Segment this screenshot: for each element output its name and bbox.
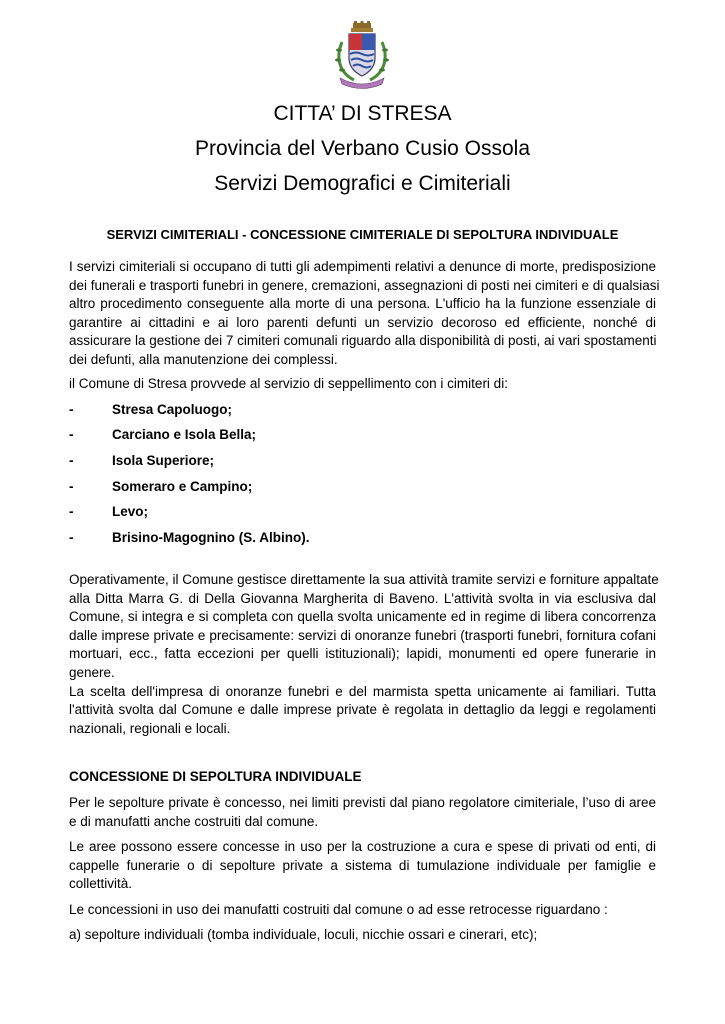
concession-paragraph-4 <box>69 926 656 945</box>
text-line: assicurare la gestione dei 7 cimiteri comunali riguardo alla disponibilità di posti, ai vari spostamenti <box>69 333 657 349</box>
province-title: Provincia del Verbano Cusio Ossola <box>194 137 530 160</box>
concession-paragraph-3 <box>69 901 656 920</box>
list-dash: - <box>69 427 74 442</box>
department-title: Servizi Demografici e Cimiteriali <box>214 172 511 195</box>
text-line: mortuari, ecc., fatta eccezioni per quelli istituzionali); lapidi, monumenti ed opere funerarie in <box>69 646 656 662</box>
cemetery-name: Carciano e Isola Bella; <box>112 427 257 442</box>
list-dash: - <box>69 530 74 545</box>
text-line: Le concessioni in uso dei manufatti costruiti dal comune o ad esse retrocesse riguardano : <box>69 902 608 917</box>
section-title: SERVIZI CIMITERIALI - CONCESSIONE CIMITERIALE DI SEPOLTURA INDIVIDUALE <box>106 227 619 242</box>
list-dash: - <box>69 479 74 494</box>
text-line: dei defunti, alla manutenzione dei complessi. <box>69 351 338 367</box>
cemetery-name: Levo; <box>112 504 149 519</box>
text-line: e di manufatti anche costruiti dal comune. <box>69 813 319 829</box>
text-line: dei funerali e trasporti funebri in genere, cremazioni, assegnazioni di posti nei cimiteri e di qualsiasi <box>69 277 660 293</box>
text-line: genere. <box>69 664 115 680</box>
city-title: CITTA’ DI STRESA <box>273 102 452 125</box>
list-dash: - <box>69 504 74 519</box>
text-line: I servizi cimiteriali si occupano di tutti gli adempimenti relativi a denunce di morte, predisposizione <box>69 259 656 274</box>
concession-paragraph-1 <box>69 794 656 831</box>
text-line: nazionali, regionali e locali. <box>69 720 231 736</box>
list-dash: - <box>69 402 74 417</box>
text-line: il Comune di Stresa provvede al servizio di seppellimento con i cimiteri di: <box>69 376 508 391</box>
cemetery-name: Brisino-Magognino (S. Albino). <box>112 530 310 545</box>
text-line: Le aree possono essere concesse in uso per la costruzione a cura e spese di privati od enti, di <box>69 839 656 854</box>
cemetery-name: Stresa Capoluogo; <box>112 402 233 417</box>
text-line: collettività. <box>69 876 133 892</box>
text-line: alla Ditta Marra G. di Della Giovanna Margherita di Baveno. L'attività svolta in via esclusiva dal <box>69 590 656 606</box>
cemetery-name: Someraro e Campino; <box>112 479 253 494</box>
cemetery-name: Isola Superiore; <box>112 453 215 468</box>
text-line: Per le sepolture private è concesso, nei limiti previsti dal piano regolatore cimiteriale, l’uso di aree <box>69 795 656 810</box>
text-line: La scelta dell'impresa di onoranze funebri e del marmista spetta unicamente ai familiari. Tutta <box>69 683 656 699</box>
text-line: altro procedimento conseguente alla morte di una persona. L'ufficio ha la funzione essenziale di <box>69 296 656 312</box>
text-line: dalle imprese private e precisamente: servizi di onoranze funebri (trasporti funebri, fornitura cofani <box>69 627 656 643</box>
text-line: l'attività svolta dal Comune e dalle imprese private è regolata in dettaglio da leggi e regolamenti <box>69 702 656 718</box>
intro-paragraph <box>69 258 660 370</box>
concession-heading: CONCESSIONE DI SEPOLTURA INDIVIDUALE <box>69 769 362 784</box>
text-line: a) sepolture individuali (tomba individuale, loculi, nicchie ossari e cinerari, etc); <box>69 927 538 942</box>
text-line: Operativamente, il Comune gestisce direttamente la sua attività tramite servizi e forniture appaltate <box>69 572 659 587</box>
cemeteries-intro <box>69 375 656 394</box>
text-line: Comune, si integra e si completa con quella svolta unicamente ed in regime di libera concorrenza <box>69 609 656 625</box>
concession-paragraph-2 <box>69 838 656 894</box>
coat-of-arms-icon <box>322 20 402 90</box>
text-line: garantire ai cittadini e ai loro parenti defunti un servizio decoroso ed efficiente, nonché di <box>69 314 656 330</box>
list-dash: - <box>69 453 74 468</box>
operations-paragraph <box>69 571 659 738</box>
text-line: cappelle funerarie o di sepolture private a sistema di tumulazione individuale per famiglie e <box>69 857 656 873</box>
